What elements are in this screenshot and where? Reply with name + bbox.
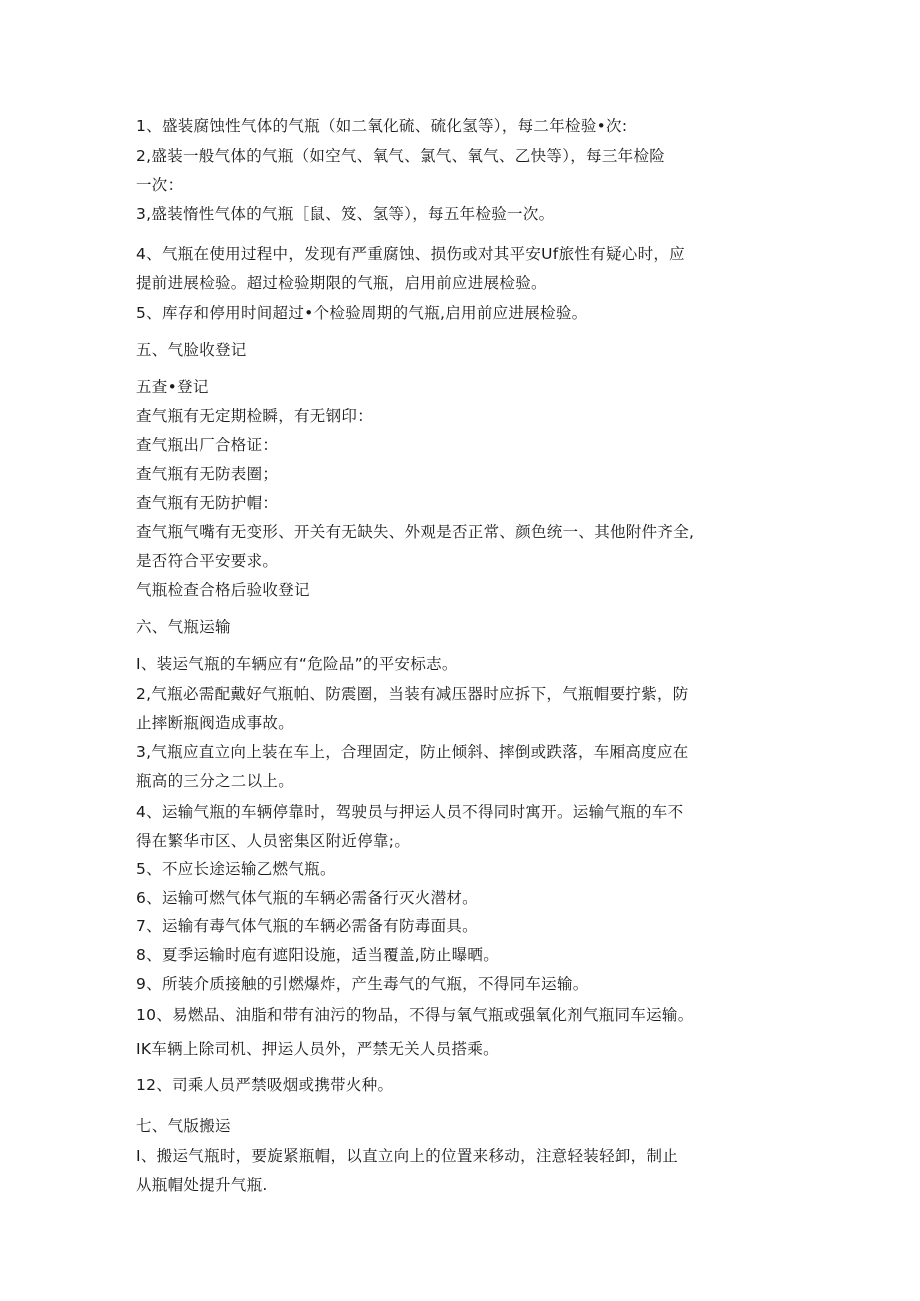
text-line: 4、气瓶在使用过程中，发现有严重腐蚀、损伤或对其平安Uf旅性有疑心时，应 bbox=[136, 245, 685, 263]
text-line: 2,气瓶必需配戴好气瓶帕、防震圈，当装有减压器时应拆下，气瓶帽要拧紫，防 bbox=[136, 685, 689, 703]
text-line: 4、运输气瓶的车辆停靠时，驾驶员与押运人员不得同时寓开。运输气瓶的车不 bbox=[136, 803, 684, 821]
text-line: 气瓶检查合格后验收登记 bbox=[136, 581, 310, 599]
text-line: 查气瓶有无定期检瞬，有无钢印： bbox=[136, 407, 374, 425]
section-heading: 五、气脸收登记 bbox=[136, 341, 247, 359]
text-line: 3,气瓶应直立向上装在车上，合理固定，防止倾斜、摔倒或跌落，车厢高度应在 bbox=[136, 743, 689, 761]
text-line: 从瓶帽处提升气瓶. bbox=[136, 1176, 268, 1194]
text-line: 瓶高的三分之二以上。 bbox=[136, 772, 295, 790]
text-line: I、搬运气瓶时，要旋紧瓶帽，以直立向上的位置来移动，注意轻装轻卸，制止 bbox=[136, 1147, 679, 1165]
text-line: 8、夏季运输时庖有遮阳设施，适当覆盖,防止曝晒。 bbox=[136, 946, 499, 964]
text-line: 12、司乘人员严禁吸烟或携带火种。 bbox=[136, 1076, 394, 1094]
text-line: 2,盛装一般气体的气瓶（如空气、氧气、氯气、氧气、乙快等），每三年检险 bbox=[136, 147, 666, 165]
section-heading: 六、气瓶运输 bbox=[136, 618, 231, 636]
text-line: 6、运输可燃气体气瓶的车辆必需备行灭火潜材。 bbox=[136, 889, 478, 907]
text-line: 5、库存和停用时间超过•个检验周期的气瓶,启用前应进展检验。 bbox=[136, 304, 588, 322]
text-line: 5、不应长途运输乙燃气瓶。 bbox=[136, 860, 336, 878]
text-line: 止摔断瓶阀造成事故。 bbox=[136, 714, 295, 732]
text-line: IK车辆上除司机、押运人员外，严禁无关人员搭乘。 bbox=[136, 1040, 499, 1058]
text-line: 1、盛装腐蚀性气体的气瓶（如二氧化硫、硫化氢等），每二年检验•次: bbox=[136, 117, 628, 135]
text-line: 查气瓶有无防护帽： bbox=[136, 494, 279, 512]
text-line: 9、所装介质接触的引燃爆炸，产生毒气的气瓶，不得同车运输。 bbox=[136, 975, 589, 993]
text-line: 10、易燃品、油脂和带有油污的物品，不得与氧气瓶或强氧化剂气瓶同车运输。 bbox=[136, 1006, 694, 1024]
text-line: 五查•登记 bbox=[136, 378, 209, 396]
section-heading: 七、气版搬运 bbox=[136, 1117, 231, 1135]
text-line: 查气瓶有无防表圈； bbox=[136, 465, 279, 483]
text-line: 3,盛装惰性气体的气瓶［鼠、笈、氢等），每五年检验一次。 bbox=[136, 205, 555, 223]
text-line: 是否符合平安要求。 bbox=[136, 552, 279, 570]
text-line: 查气瓶出厂合格证： bbox=[136, 436, 279, 454]
text-line: 7、运输有毒气体气瓶的车辆必需备有防毒面具。 bbox=[136, 917, 478, 935]
text-line: 一次： bbox=[136, 176, 184, 194]
text-line: 查气瓶气嘴有无变形、开关有无缺失、外观是否正常、颜色统一、其他附件齐全, bbox=[136, 523, 695, 541]
text-line: 得在繁华市区、人员密集区附近停靠;。 bbox=[136, 832, 411, 850]
text-line: I、装运气瓶的车辆应有“危险品”的平安标志。 bbox=[136, 655, 458, 673]
text-line: 提前进展检验。超过检验期限的气瓶，启用前应进展检验。 bbox=[136, 274, 547, 292]
